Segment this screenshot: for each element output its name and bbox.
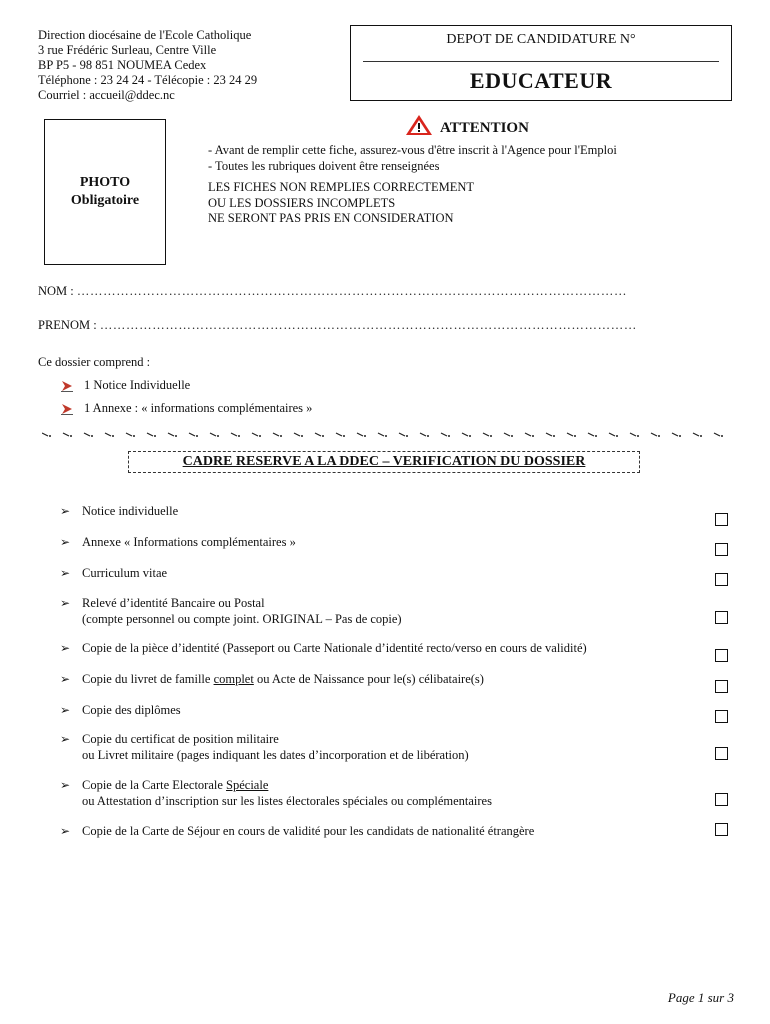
checkbox-carte-electorale[interactable] [715, 793, 728, 806]
separator-mark [63, 433, 72, 437]
arrow-bullet-icon: ➢ [60, 566, 71, 580]
separator-mark [462, 433, 471, 437]
checklist-label [82, 672, 484, 688]
separator-mark [483, 433, 492, 437]
separator-mark [630, 433, 639, 437]
dossier-label: Ce dossier comprend : [38, 355, 151, 369]
separator-mark [546, 433, 555, 437]
checklist-label: Copie des diplômes [82, 703, 181, 717]
separator-mark [252, 433, 261, 437]
prenom-field[interactable] [38, 318, 637, 333]
scissors-separator [42, 431, 732, 439]
checklist-label: Notice individuelle [82, 504, 179, 518]
checklist-sublabel: ou Attestation d’inscription sur les listes électorales spéciales ou complémentaires [82, 793, 492, 808]
photo-required-label: Obligatoire [70, 193, 140, 208]
depot-title: DEPOT DE CANDIDATURE N° [446, 32, 636, 47]
arrow-bullet-icon: ➢ [60, 732, 71, 746]
arrow-bullet-icon: ➢ [60, 672, 71, 686]
address-line: Courriel : accueil@ddec.nc [38, 88, 175, 102]
sender-address [38, 28, 257, 103]
separator-mark [441, 433, 450, 437]
checkbox-militaire[interactable] [715, 747, 728, 760]
separator-mark [693, 433, 702, 437]
checklist-label: Curriculum vitae [82, 566, 168, 580]
warning-block [208, 180, 474, 227]
checklist-label [82, 778, 268, 794]
arrow-bullet-icon: ➢ [60, 824, 71, 838]
arrow-bullet-icon [60, 380, 74, 392]
separator-mark [378, 433, 387, 437]
checklist-sublabel: ou Livret militaire (pages indiquant les dates d’incorporation et de libération) [82, 747, 469, 762]
separator-mark [525, 433, 534, 437]
prenom-label: PRENOM : [38, 318, 97, 332]
arrow-bullet-icon: ➢ [60, 535, 71, 549]
warning-line: LES FICHES NON REMPLIES CORRECTEMENT [208, 180, 474, 194]
checklist-label-underlined: Spéciale [226, 778, 269, 792]
dossier-item [60, 401, 312, 416]
depot-box [350, 25, 732, 101]
nom-field[interactable] [38, 284, 627, 299]
checkbox-notice-individuelle[interactable] [715, 513, 728, 526]
checkbox-livret-famille[interactable] [715, 680, 728, 693]
ddec-reserved-header [128, 451, 640, 473]
separator-mark [651, 433, 660, 437]
arrow-bullet-icon: ➢ [60, 596, 71, 610]
checklist-label-part: ou Acte de Naissance pour le(s) célibataire(s) [253, 672, 484, 686]
warning-line: NE SERONT PAS PRIS EN CONSIDERATION [208, 211, 454, 225]
separator-mark [336, 433, 345, 437]
prenom-input-line[interactable]: …………………………………………………………………………………………………………… [99, 318, 637, 332]
checklist-sublabel: (compte personnel ou compte joint. ORIGINAL – Pas de copie) [82, 611, 402, 626]
separator-mark [210, 433, 219, 437]
separator-mark [273, 433, 282, 437]
separator-mark [168, 433, 177, 437]
dossier-item [60, 378, 190, 393]
checklist-label: Copie de la Carte de Séjour en cours de validité pour les candidats de nationalité étrangère [82, 824, 535, 838]
checklist-label: Annexe « Informations complémentaires » [82, 535, 296, 549]
separator-mark [714, 433, 723, 437]
checkbox-rib[interactable] [715, 611, 728, 624]
position-title: EDUCATEUR [469, 68, 613, 93]
separator-mark [84, 433, 93, 437]
checkbox-annexe[interactable] [715, 543, 728, 556]
arrow-bullet-icon: ➢ [60, 504, 71, 518]
instruction-line: - Avant de remplir cette fiche, assurez-vous d'être inscrit à l'Agence pour l'Emploi [208, 143, 617, 157]
checklist-label: Copie du certificat de position militaire [82, 732, 279, 746]
separator-mark [420, 433, 429, 437]
checkbox-carte-sejour[interactable] [715, 823, 728, 836]
instructions [208, 143, 617, 174]
warning-triangle-icon [404, 113, 434, 137]
checkbox-piece-identite[interactable] [715, 649, 728, 662]
separator-mark [357, 433, 366, 437]
separator-mark [231, 433, 240, 437]
address-line: BP P5 - 98 851 NOUMEA Cedex [38, 58, 207, 72]
checkbox-diplomes[interactable] [715, 710, 728, 723]
dossier-item-label: 1 Annexe : « informations complémentaires » [84, 401, 313, 415]
checklist-label-part: Copie de la Carte Electorale [82, 778, 227, 792]
separator-mark [126, 433, 135, 437]
photo-box [44, 119, 166, 265]
separator-mark [567, 433, 576, 437]
separator-mark [294, 433, 303, 437]
address-line: 3 rue Frédéric Surleau, Centre Ville [38, 43, 217, 57]
checklist-label-part: Copie du livret de famille [82, 672, 214, 686]
nom-input-line[interactable]: ……………………………………………………………………………………………………………… [76, 284, 628, 298]
arrow-bullet-icon: ➢ [60, 703, 71, 717]
warning-line: OU LES DOSSIERS INCOMPLETS [208, 195, 396, 210]
separator-mark [588, 433, 597, 437]
checklist-label: Copie de la pièce d’identité (Passeport ou Carte Nationale d’identité recto/verso en cours de validité) [82, 641, 587, 655]
arrow-bullet-icon [60, 403, 74, 415]
depot-number-line[interactable] [363, 61, 719, 62]
instruction-line: - Toutes les rubriques doivent être renseignées [208, 158, 440, 173]
checkbox-cv[interactable] [715, 573, 728, 586]
separator-mark [105, 433, 114, 437]
nom-label: NOM : [38, 284, 74, 298]
photo-label: PHOTO [79, 175, 131, 190]
address-line: Direction diocésaine de l'Ecole Catholique [38, 28, 252, 42]
dossier-item-label: 1 Notice Individuelle [84, 378, 191, 392]
separator-mark [315, 433, 324, 437]
checklist-label-underlined: complet [213, 672, 254, 686]
arrow-bullet-icon: ➢ [60, 641, 71, 655]
ddec-reserved-title: CADRE RESERVE A LA DDEC – VERIFICATION DU DOSSIER [182, 454, 586, 469]
separator-mark [399, 433, 408, 437]
separator-mark [147, 433, 156, 437]
attention-title: ATTENTION [440, 120, 529, 136]
separator-mark [672, 433, 681, 437]
address-line: Téléphone : 23 24 24 - Télécopie : 23 24 29 [38, 73, 258, 87]
page-number: Page 1 sur 3 [667, 990, 734, 1005]
checklist-label: Relevé d’identité Bancaire ou Postal [82, 596, 265, 610]
arrow-bullet-icon: ➢ [60, 778, 71, 792]
separator-mark [504, 433, 513, 437]
separator-mark [42, 433, 51, 437]
separator-mark [189, 433, 198, 437]
separator-mark [609, 433, 618, 437]
